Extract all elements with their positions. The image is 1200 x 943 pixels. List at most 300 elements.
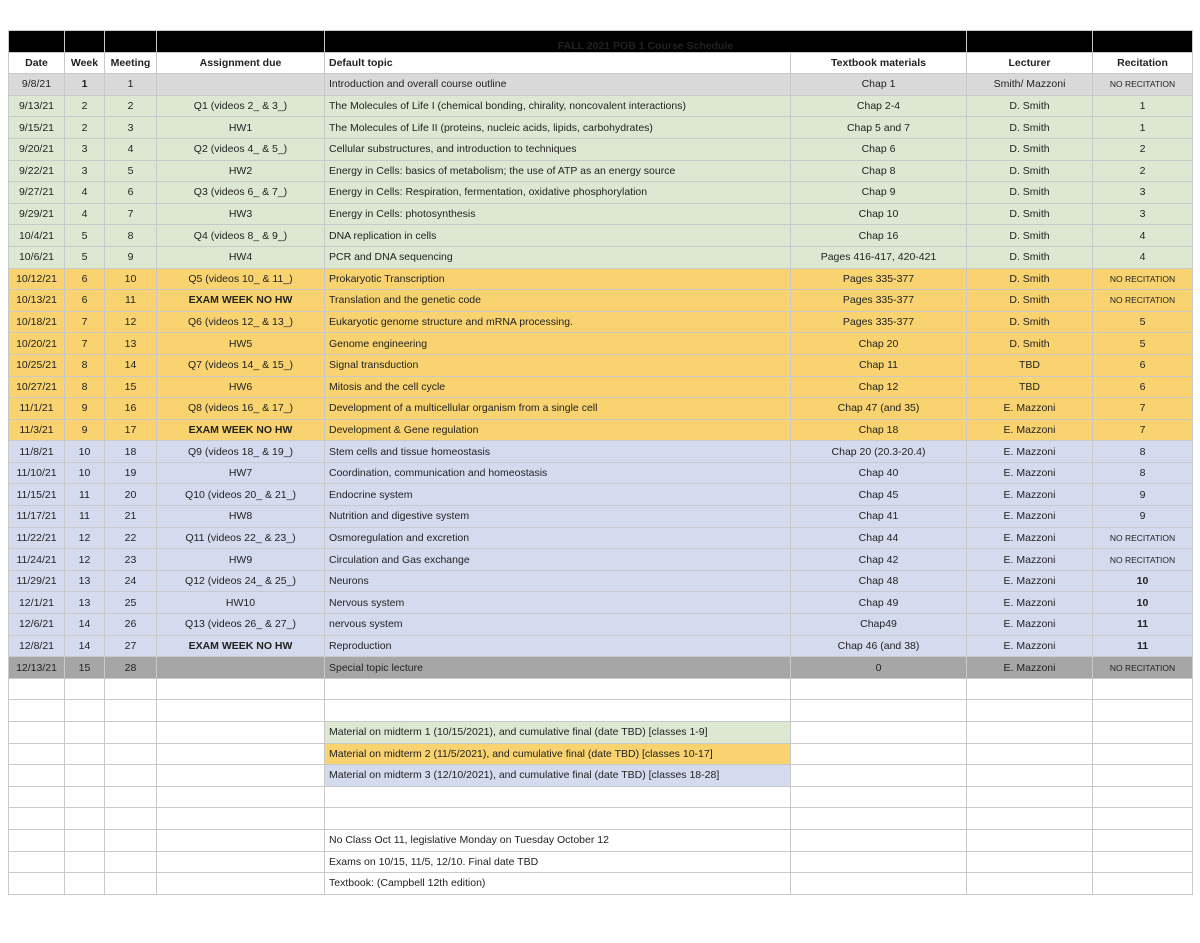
cell-week: 3 (65, 160, 105, 182)
cell-assignment: HW4 (157, 246, 325, 268)
cell-recitation: 7 (1093, 419, 1193, 441)
cell-recitation: 5 (1093, 311, 1193, 333)
cell-topic: Mitosis and the cell cycle (325, 376, 791, 398)
cell-topic: Development of a multicellular organism from a single cell (325, 398, 791, 420)
cell-topic: Cellular substructures, and introduction to techniques (325, 138, 791, 160)
cell-date: 9/15/21 (9, 117, 65, 139)
cell-meeting: 27 (105, 635, 157, 657)
cell-topic: Development & Gene regulation (325, 419, 791, 441)
empty-cell (9, 743, 65, 765)
empty-cell (105, 722, 157, 744)
cell-textbook: Chap 44 (791, 527, 967, 549)
cell-recitation: NO RECITATION (1093, 290, 1193, 312)
cell-lecturer: E. Mazzoni (967, 506, 1093, 528)
cell-week: 2 (65, 117, 105, 139)
empty-cell (157, 808, 325, 830)
cell-topic: Energy in Cells: Respiration, fermentation, oxidative phosphorylation (325, 182, 791, 204)
cell-meeting: 28 (105, 657, 157, 679)
cell-topic: Energy in Cells: basics of metabolism; the use of ATP as an energy source (325, 160, 791, 182)
cell-assignment: Q3 (videos 6_ & 7_) (157, 182, 325, 204)
cell-recitation: 10 (1093, 570, 1193, 592)
note-text: Material on midterm 3 (12/10/2021), and cumulative final (date TBD) [classes 18-28] (325, 765, 791, 787)
empty-cell (9, 678, 65, 700)
cell-topic: Translation and the genetic code (325, 290, 791, 312)
cell-recitation: 6 (1093, 376, 1193, 398)
cell-assignment: Q10 (videos 20_ & 21_) (157, 484, 325, 506)
cell-meeting: 8 (105, 225, 157, 247)
empty-cell (791, 808, 967, 830)
header-textbook: Textbook materials (791, 52, 967, 74)
cell-meeting: 9 (105, 246, 157, 268)
page-title: FALL 2021 POB 1 Course Schedule (325, 31, 967, 53)
empty-cell (157, 743, 325, 765)
cell-textbook: 0 (791, 657, 967, 679)
cell-date: 10/6/21 (9, 246, 65, 268)
cell-assignment: HW3 (157, 203, 325, 225)
cell-textbook: Chap 16 (791, 225, 967, 247)
cell-recitation: 2 (1093, 160, 1193, 182)
cell-recitation: 1 (1093, 117, 1193, 139)
cell-recitation: 2 (1093, 138, 1193, 160)
note-text: Textbook: (Campbell 12th edition) (325, 873, 791, 895)
cell-textbook: Chap 20 (20.3-20.4) (791, 441, 967, 463)
empty-cell (65, 851, 105, 873)
cell-lecturer: E. Mazzoni (967, 635, 1093, 657)
cell-week: 4 (65, 182, 105, 204)
cell-meeting: 2 (105, 95, 157, 117)
note-row (9, 743, 1193, 765)
empty-cell (105, 678, 157, 700)
cell-assignment: Q2 (videos 4_ & 5_) (157, 138, 325, 160)
table-row (9, 527, 1193, 549)
cell-topic: PCR and DNA sequencing (325, 246, 791, 268)
cell-meeting: 14 (105, 354, 157, 376)
cell-lecturer: E. Mazzoni (967, 657, 1093, 679)
cell-textbook: Chap 46 (and 38) (791, 635, 967, 657)
cell-week: 14 (65, 614, 105, 636)
cell-recitation: NO RECITATION (1093, 549, 1193, 571)
cell-textbook: Chap 6 (791, 138, 967, 160)
empty-cell (157, 851, 325, 873)
cell-textbook: Chap 45 (791, 484, 967, 506)
cell-meeting: 4 (105, 138, 157, 160)
cell-assignment: EXAM WEEK NO HW (157, 419, 325, 441)
cell-topic: Energy in Cells: photosynthesis (325, 203, 791, 225)
table-row (9, 376, 1193, 398)
empty-cell (791, 873, 967, 895)
note-row (9, 678, 1193, 700)
note-row (9, 808, 1193, 830)
cell-meeting: 23 (105, 549, 157, 571)
empty-cell (65, 678, 105, 700)
note-text: Material on midterm 1 (10/15/2021), and cumulative final (date TBD) [classes 1-9] (325, 722, 791, 744)
cell-assignment: Q9 (videos 18_ & 19_) (157, 441, 325, 463)
cell-textbook: Chap 11 (791, 354, 967, 376)
empty-cell (9, 873, 65, 895)
empty-cell (791, 678, 967, 700)
empty-cell (1093, 808, 1193, 830)
empty-cell (105, 851, 157, 873)
cell-date: 9/22/21 (9, 160, 65, 182)
empty-cell (967, 829, 1093, 851)
cell-recitation: 3 (1093, 203, 1193, 225)
cell-week: 6 (65, 268, 105, 290)
note-row (9, 786, 1193, 808)
cell-lecturer: D. Smith (967, 138, 1093, 160)
empty-cell (1093, 743, 1193, 765)
cell-textbook: Chap 42 (791, 549, 967, 571)
cell-topic: The Molecules of Life II (proteins, nucleic acids, lipids, carbohydrates) (325, 117, 791, 139)
cell-week: 10 (65, 462, 105, 484)
empty-cell (157, 678, 325, 700)
cell-recitation: 7 (1093, 398, 1193, 420)
table-row (9, 138, 1193, 160)
cell-date: 11/1/21 (9, 398, 65, 420)
cell-assignment: Q1 (videos 2_ & 3_) (157, 95, 325, 117)
empty-cell (1093, 851, 1193, 873)
empty-cell (65, 808, 105, 830)
table-row (9, 462, 1193, 484)
cell-meeting: 22 (105, 527, 157, 549)
empty-cell (967, 873, 1093, 895)
table-row (9, 117, 1193, 139)
empty-cell (1093, 678, 1193, 700)
empty-cell (967, 743, 1093, 765)
empty-cell (105, 829, 157, 851)
empty-cell (105, 808, 157, 830)
cell-recitation: 10 (1093, 592, 1193, 614)
cell-textbook: Chap 41 (791, 506, 967, 528)
cell-topic: Circulation and Gas exchange (325, 549, 791, 571)
table-row (9, 549, 1193, 571)
cell-date: 10/4/21 (9, 225, 65, 247)
empty-cell (157, 829, 325, 851)
title-cell-empty (157, 31, 325, 53)
cell-textbook: Chap 1 (791, 74, 967, 96)
empty-cell (791, 829, 967, 851)
note-text (325, 808, 791, 830)
cell-textbook: Chap 48 (791, 570, 967, 592)
cell-meeting: 3 (105, 117, 157, 139)
cell-recitation: 9 (1093, 506, 1193, 528)
cell-topic: Neurons (325, 570, 791, 592)
cell-assignment: HW2 (157, 160, 325, 182)
table-row (9, 246, 1193, 268)
table-row (9, 333, 1193, 355)
table-row (9, 657, 1193, 679)
cell-week: 9 (65, 419, 105, 441)
cell-topic: Endocrine system (325, 484, 791, 506)
table-row (9, 614, 1193, 636)
cell-topic: Prokaryotic Transcription (325, 268, 791, 290)
cell-lecturer: E. Mazzoni (967, 549, 1093, 571)
cell-assignment (157, 657, 325, 679)
cell-week: 6 (65, 290, 105, 312)
cell-date: 9/8/21 (9, 74, 65, 96)
cell-topic: DNA replication in cells (325, 225, 791, 247)
cell-date: 10/13/21 (9, 290, 65, 312)
table-row (9, 419, 1193, 441)
cell-meeting: 20 (105, 484, 157, 506)
empty-cell (967, 765, 1093, 787)
empty-cell (65, 829, 105, 851)
cell-week: 14 (65, 635, 105, 657)
cell-topic: Eukaryotic genome structure and mRNA processing. (325, 311, 791, 333)
cell-recitation: 11 (1093, 614, 1193, 636)
cell-assignment: HW9 (157, 549, 325, 571)
empty-cell (967, 722, 1093, 744)
empty-cell (65, 700, 105, 722)
cell-lecturer: E. Mazzoni (967, 614, 1093, 636)
cell-date: 10/12/21 (9, 268, 65, 290)
note-text (325, 786, 791, 808)
cell-assignment: Q13 (videos 26_ & 27_) (157, 614, 325, 636)
cell-week: 2 (65, 95, 105, 117)
cell-meeting: 10 (105, 268, 157, 290)
cell-assignment: HW8 (157, 506, 325, 528)
cell-assignment: HW7 (157, 462, 325, 484)
cell-topic: Signal transduction (325, 354, 791, 376)
cell-lecturer: D. Smith (967, 117, 1093, 139)
cell-date: 11/8/21 (9, 441, 65, 463)
cell-week: 10 (65, 441, 105, 463)
cell-date: 11/22/21 (9, 527, 65, 549)
table-row (9, 225, 1193, 247)
cell-week: 9 (65, 398, 105, 420)
empty-cell (65, 722, 105, 744)
table-row (9, 484, 1193, 506)
note-row (9, 700, 1193, 722)
cell-topic: nervous system (325, 614, 791, 636)
cell-recitation: 4 (1093, 225, 1193, 247)
cell-textbook: Chap 49 (791, 592, 967, 614)
table-row (9, 570, 1193, 592)
table-row (9, 95, 1193, 117)
cell-topic: Nervous system (325, 592, 791, 614)
cell-textbook: Chap 47 (and 35) (791, 398, 967, 420)
note-text: Exams on 10/15, 11/5, 12/10. Final date TBD (325, 851, 791, 873)
cell-date: 9/27/21 (9, 182, 65, 204)
cell-date: 9/20/21 (9, 138, 65, 160)
cell-lecturer: E. Mazzoni (967, 462, 1093, 484)
empty-cell (105, 765, 157, 787)
cell-textbook: Pages 335-377 (791, 268, 967, 290)
cell-date: 11/15/21 (9, 484, 65, 506)
cell-topic: Nutrition and digestive system (325, 506, 791, 528)
empty-cell (791, 722, 967, 744)
cell-week: 8 (65, 376, 105, 398)
cell-recitation: 5 (1093, 333, 1193, 355)
cell-week: 3 (65, 138, 105, 160)
cell-topic: Genome engineering (325, 333, 791, 355)
cell-recitation: 11 (1093, 635, 1193, 657)
empty-cell (1093, 829, 1193, 851)
cell-recitation: 4 (1093, 246, 1193, 268)
cell-topic: The Molecules of Life I (chemical bonding, chirality, noncovalent interactions) (325, 95, 791, 117)
cell-assignment: HW6 (157, 376, 325, 398)
cell-textbook: Pages 335-377 (791, 290, 967, 312)
cell-week: 4 (65, 203, 105, 225)
empty-cell (967, 851, 1093, 873)
cell-assignment: Q12 (videos 24_ & 25_) (157, 570, 325, 592)
cell-week: 13 (65, 570, 105, 592)
cell-meeting: 5 (105, 160, 157, 182)
header-assignment: Assignment due (157, 52, 325, 74)
cell-textbook: Chap 40 (791, 462, 967, 484)
cell-lecturer: D. Smith (967, 182, 1093, 204)
cell-meeting: 18 (105, 441, 157, 463)
cell-week: 1 (65, 74, 105, 96)
cell-textbook: Chap 20 (791, 333, 967, 355)
empty-cell (791, 700, 967, 722)
cell-meeting: 17 (105, 419, 157, 441)
header-recitation: Recitation (1093, 52, 1193, 74)
cell-date: 12/13/21 (9, 657, 65, 679)
empty-cell (1093, 765, 1193, 787)
header-week: Week (65, 52, 105, 74)
empty-cell (1093, 873, 1193, 895)
cell-meeting: 25 (105, 592, 157, 614)
empty-cell (9, 786, 65, 808)
title-cell-empty (9, 31, 65, 53)
cell-assignment: EXAM WEEK NO HW (157, 635, 325, 657)
cell-date: 11/3/21 (9, 419, 65, 441)
cell-date: 11/24/21 (9, 549, 65, 571)
cell-assignment: Q11 (videos 22_ & 23_) (157, 527, 325, 549)
cell-meeting: 26 (105, 614, 157, 636)
cell-lecturer: D. Smith (967, 290, 1093, 312)
cell-assignment: EXAM WEEK NO HW (157, 290, 325, 312)
cell-topic: Introduction and overall course outline (325, 74, 791, 96)
cell-date: 9/13/21 (9, 95, 65, 117)
cell-lecturer: E. Mazzoni (967, 592, 1093, 614)
table-row (9, 203, 1193, 225)
cell-week: 15 (65, 657, 105, 679)
cell-assignment: Q7 (videos 14_ & 15_) (157, 354, 325, 376)
cell-textbook: Pages 416-417, 420-421 (791, 246, 967, 268)
cell-assignment: Q8 (videos 16_ & 17_) (157, 398, 325, 420)
table-row (9, 506, 1193, 528)
header-topic: Default topic (325, 52, 791, 74)
cell-meeting: 24 (105, 570, 157, 592)
cell-week: 11 (65, 506, 105, 528)
cell-meeting: 7 (105, 203, 157, 225)
cell-week: 12 (65, 527, 105, 549)
cell-topic: Osmoregulation and excretion (325, 527, 791, 549)
cell-lecturer: D. Smith (967, 160, 1093, 182)
cell-topic: Special topic lecture (325, 657, 791, 679)
cell-assignment: HW1 (157, 117, 325, 139)
cell-meeting: 12 (105, 311, 157, 333)
empty-cell (791, 765, 967, 787)
empty-cell (105, 873, 157, 895)
cell-week: 11 (65, 484, 105, 506)
cell-date: 10/27/21 (9, 376, 65, 398)
empty-cell (791, 786, 967, 808)
cell-lecturer: D. Smith (967, 268, 1093, 290)
course-schedule-table (8, 30, 1193, 895)
cell-lecturer: E. Mazzoni (967, 441, 1093, 463)
cell-recitation: NO RECITATION (1093, 657, 1193, 679)
empty-cell (157, 722, 325, 744)
cell-week: 13 (65, 592, 105, 614)
note-row (9, 851, 1193, 873)
title-cell-empty (65, 31, 105, 53)
empty-cell (967, 678, 1093, 700)
cell-topic: Coordination, communication and homeostasis (325, 462, 791, 484)
cell-assignment: HW5 (157, 333, 325, 355)
empty-cell (105, 700, 157, 722)
cell-textbook: Chap 18 (791, 419, 967, 441)
cell-textbook: Chap 5 and 7 (791, 117, 967, 139)
table-row (9, 635, 1193, 657)
empty-cell (65, 786, 105, 808)
empty-cell (157, 786, 325, 808)
empty-cell (791, 743, 967, 765)
cell-recitation: 3 (1093, 182, 1193, 204)
note-text (325, 700, 791, 722)
cell-date: 10/20/21 (9, 333, 65, 355)
cell-date: 10/25/21 (9, 354, 65, 376)
cell-date: 9/29/21 (9, 203, 65, 225)
cell-date: 11/10/21 (9, 462, 65, 484)
cell-week: 7 (65, 333, 105, 355)
cell-week: 7 (65, 311, 105, 333)
note-text: Material on midterm 2 (11/5/2021), and cumulative final (date TBD) [classes 10-17] (325, 743, 791, 765)
cell-textbook: Chap49 (791, 614, 967, 636)
table-row (9, 290, 1193, 312)
title-cell-empty (1093, 31, 1193, 53)
cell-lecturer: E. Mazzoni (967, 398, 1093, 420)
note-row (9, 873, 1193, 895)
cell-lecturer: D. Smith (967, 203, 1093, 225)
empty-cell (1093, 786, 1193, 808)
table-row (9, 74, 1193, 96)
header-date: Date (9, 52, 65, 74)
cell-textbook: Chap 9 (791, 182, 967, 204)
cell-lecturer: TBD (967, 376, 1093, 398)
cell-meeting: 16 (105, 398, 157, 420)
cell-lecturer: D. Smith (967, 333, 1093, 355)
cell-week: 8 (65, 354, 105, 376)
cell-week: 12 (65, 549, 105, 571)
empty-cell (157, 873, 325, 895)
empty-cell (967, 786, 1093, 808)
cell-lecturer: E. Mazzoni (967, 570, 1093, 592)
empty-cell (1093, 700, 1193, 722)
title-row (9, 31, 1193, 53)
cell-assignment: Q4 (videos 8_ & 9_) (157, 225, 325, 247)
table-row (9, 592, 1193, 614)
empty-cell (9, 829, 65, 851)
cell-meeting: 21 (105, 506, 157, 528)
table-row (9, 441, 1193, 463)
cell-lecturer: E. Mazzoni (967, 484, 1093, 506)
table-row (9, 160, 1193, 182)
note-text (325, 678, 791, 700)
empty-cell (157, 765, 325, 787)
cell-textbook: Chap 12 (791, 376, 967, 398)
cell-recitation: 6 (1093, 354, 1193, 376)
cell-recitation: NO RECITATION (1093, 527, 1193, 549)
cell-assignment: Q5 (videos 10_ & 11_) (157, 268, 325, 290)
note-text: No Class Oct 11, legislative Monday on Tuesday October 12 (325, 829, 791, 851)
table-row (9, 354, 1193, 376)
empty-cell (1093, 722, 1193, 744)
empty-cell (9, 722, 65, 744)
cell-date: 12/8/21 (9, 635, 65, 657)
cell-lecturer: D. Smith (967, 246, 1093, 268)
